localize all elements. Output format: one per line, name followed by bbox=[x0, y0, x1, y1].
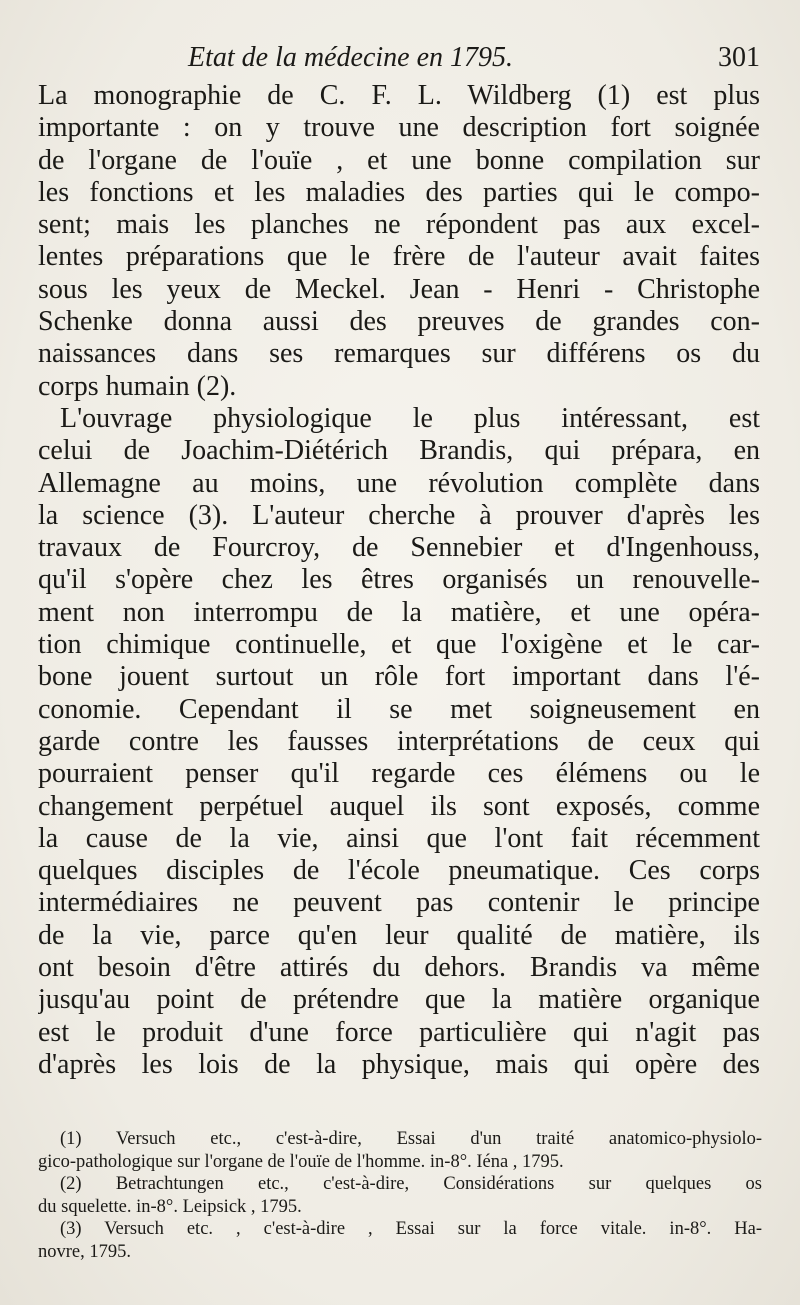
text-line: quelques disciples de l'école pneumatique. Ces corps bbox=[38, 855, 760, 887]
text-line: L'ouvrage physiologique le plus intéressant, est bbox=[60, 402, 760, 434]
text-line: les fonctions et les maladies des parties qui le compo- bbox=[38, 176, 760, 208]
text-line: la cause de la vie, ainsi que l'ont fait récemment bbox=[38, 822, 760, 854]
text-line: intermédiaires ne peuvent pas contenir le principe bbox=[38, 887, 760, 919]
footnote-line: du squelette. in-8°. Leipsick , 1795. bbox=[38, 1196, 302, 1217]
text-line: sent; mais les planches ne répondent pas aux excel- bbox=[38, 209, 760, 241]
footnote-line: novre, 1795. bbox=[38, 1241, 131, 1262]
text-line: garde contre les fausses interprétations de ceux qui bbox=[38, 725, 760, 757]
text-line: qu'il s'opère chez les êtres organisés un renouvelle- bbox=[38, 564, 760, 596]
text-line: ment non interrompu de la matière, et une opéra- bbox=[38, 596, 760, 628]
page-header bbox=[38, 38, 760, 78]
text-line: ont besoin d'être attirés du dehors. Brandis va même bbox=[38, 952, 760, 984]
footnote-line: (3) Versuch etc. , c'est-à-dire , Essai sur la force vitale. in-8°. Ha- bbox=[60, 1219, 762, 1239]
text-line: tion chimique continuelle, et que l'oxigène et le car- bbox=[38, 629, 760, 661]
text-line: bone jouent surtout un rôle fort important dans l'é- bbox=[38, 661, 760, 693]
text-line: pourraient penser qu'il regarde ces élémens ou le bbox=[38, 758, 760, 790]
text-line: sous les yeux de Meckel. Jean - Henri - Christophe bbox=[38, 273, 760, 305]
footnotes bbox=[38, 1128, 762, 1263]
running-title: Etat de la médecine en 1795. bbox=[188, 42, 514, 73]
footnote-1 bbox=[38, 1128, 762, 1173]
text-line: naissances dans ses remarques sur différens os du bbox=[38, 338, 760, 370]
text-line: lentes préparations que le frère de l'auteur avait faites bbox=[38, 241, 760, 273]
footnote-line: (1) Versuch etc., c'est-à-dire, Essai d'un traité anatomico-physiolo- bbox=[60, 1129, 762, 1149]
text-line: changement perpétuel auquel ils sont exposés, comme bbox=[38, 790, 760, 822]
page-number: 301 bbox=[718, 42, 760, 73]
text-line: conomie. Cependant il se met soigneusement en bbox=[38, 693, 760, 725]
text-line: la science (3). L'auteur cherche à prouver d'après les bbox=[38, 499, 760, 531]
text-line: corps humain (2). bbox=[38, 370, 237, 402]
text-line: importante : on y trouve une description fort soignée bbox=[38, 112, 760, 144]
footnote-3 bbox=[38, 1218, 762, 1263]
text-line: travaux de Fourcroy, de Sennebier et d'Ingenhouss, bbox=[38, 532, 760, 564]
footnote-line: (2) Betrachtungen etc., c'est-à-dire, Considérations sur quelques os bbox=[60, 1174, 762, 1194]
text-line: celui de Joachim-Diétérich Brandis, qui prépara, en bbox=[38, 435, 760, 467]
text-line: est le produit d'une force particulière qui n'agit pas bbox=[38, 1016, 760, 1048]
footnote-line: gico-pathologique sur l'organe de l'ouïe de l'homme. in-8°. Iéna , 1795. bbox=[38, 1151, 564, 1172]
text-line: Allemagne au moins, une révolution complète dans bbox=[38, 467, 760, 499]
text-line: La monographie de C. F. L. Wildberg (1) est plus bbox=[38, 80, 760, 111]
text-line: de l'organe de l'ouïe , et une bonne compilation sur bbox=[38, 144, 760, 176]
paragraph-1 bbox=[38, 80, 760, 403]
text-line: d'après les lois de la physique, mais qui opère des bbox=[38, 1048, 760, 1080]
text-line: de la vie, parce qu'en leur qualité de matière, ils bbox=[38, 919, 760, 951]
text-line: Schenke donna aussi des preuves de grandes con- bbox=[38, 306, 760, 338]
footnote-2 bbox=[38, 1173, 762, 1218]
paragraph-2 bbox=[38, 403, 760, 1081]
text-line: jusqu'au point de prétendre que la matière organique bbox=[38, 984, 760, 1016]
body-text bbox=[38, 80, 760, 1081]
